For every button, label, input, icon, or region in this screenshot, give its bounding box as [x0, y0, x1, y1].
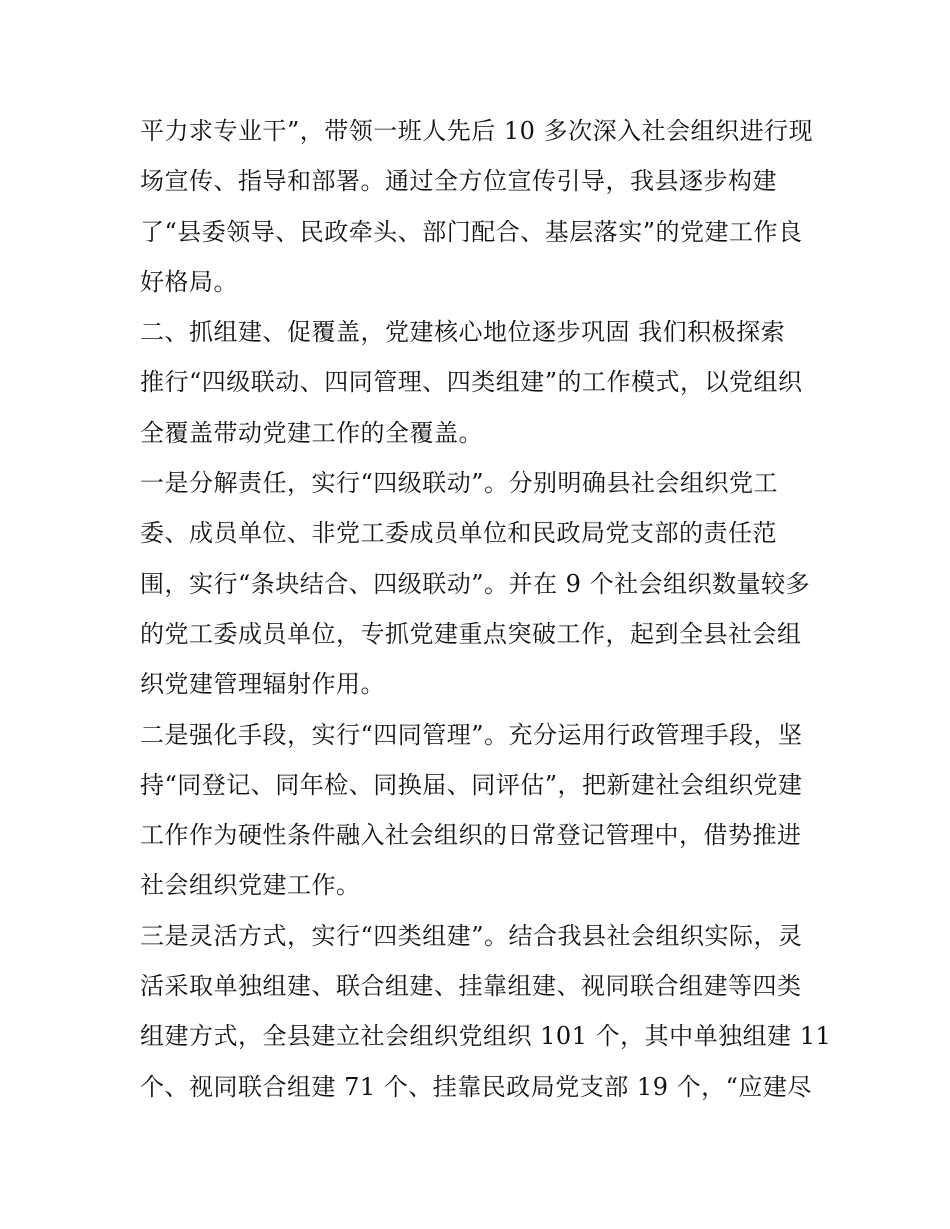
text-line-4: 好格局。	[140, 267, 238, 296]
document-body	[140, 106, 832, 1112]
text-line-11: 的党工委成员单位，专抓党建重点突破工作，起到全县社会组	[140, 619, 802, 648]
text-line-3: 了“县委领导、民政牵头、部门配合、基层落实”的党建工作良	[140, 217, 803, 246]
text-line-19: 组建方式，全县建立社会组织党组织 101 个，其中单独组建 11	[140, 1022, 832, 1051]
text-line-18: 活采取单独组建、联合组建、挂靠组建、视同联合组建等四类	[140, 972, 802, 1001]
text-line-20: 个、视同联合组建 71 个、挂靠民政局党支部 19 个，“应建尽	[140, 1072, 812, 1101]
text-line-13: 二是强化手段，实行“四同管理”。充分运用行政管理手段，坚	[140, 720, 803, 749]
text-line-14: 持“同登记、同年检、同换届、同评估”，把新建社会组织党建	[140, 770, 803, 799]
text-line-9: 委、成员单位、非党工委成员单位和民政局党支部的责任范	[140, 519, 777, 548]
text-line-10: 围，实行“条块结合、四级联动”。并在 9 个社会组织数量较多	[140, 569, 811, 598]
text-line-6: 推行“四级联动、四同管理、四类组建”的工作模式，以党组织	[140, 368, 803, 397]
text-line-8: 一是分解责任，实行“四级联动”。分别明确县社会组织党工	[140, 469, 779, 498]
text-line-1: 平力求专业干”，带领一班人先后 10 多次深入社会组织进行现	[140, 117, 814, 145]
text-line-16: 社会组织党建工作。	[140, 871, 361, 900]
text-line-15: 工作作为硬性条件融入社会组织的日常登记管理中，借势推进	[140, 821, 802, 850]
text-line-12: 织党建管理辐射作用。	[140, 670, 385, 699]
text-line-17: 三是灵活方式，实行“四类组建”。结合我县社会组织实际，灵	[140, 921, 803, 950]
text-line-2: 场宣传、指导和部署。通过全方位宣传引导，我县逐步构建	[140, 167, 777, 196]
text-line-5: 二、抓组建、促覆盖，党建核心地位逐步巩固 我们积极探索	[140, 318, 786, 347]
text-line-7: 全覆盖带动党建工作的全覆盖。	[140, 418, 483, 447]
